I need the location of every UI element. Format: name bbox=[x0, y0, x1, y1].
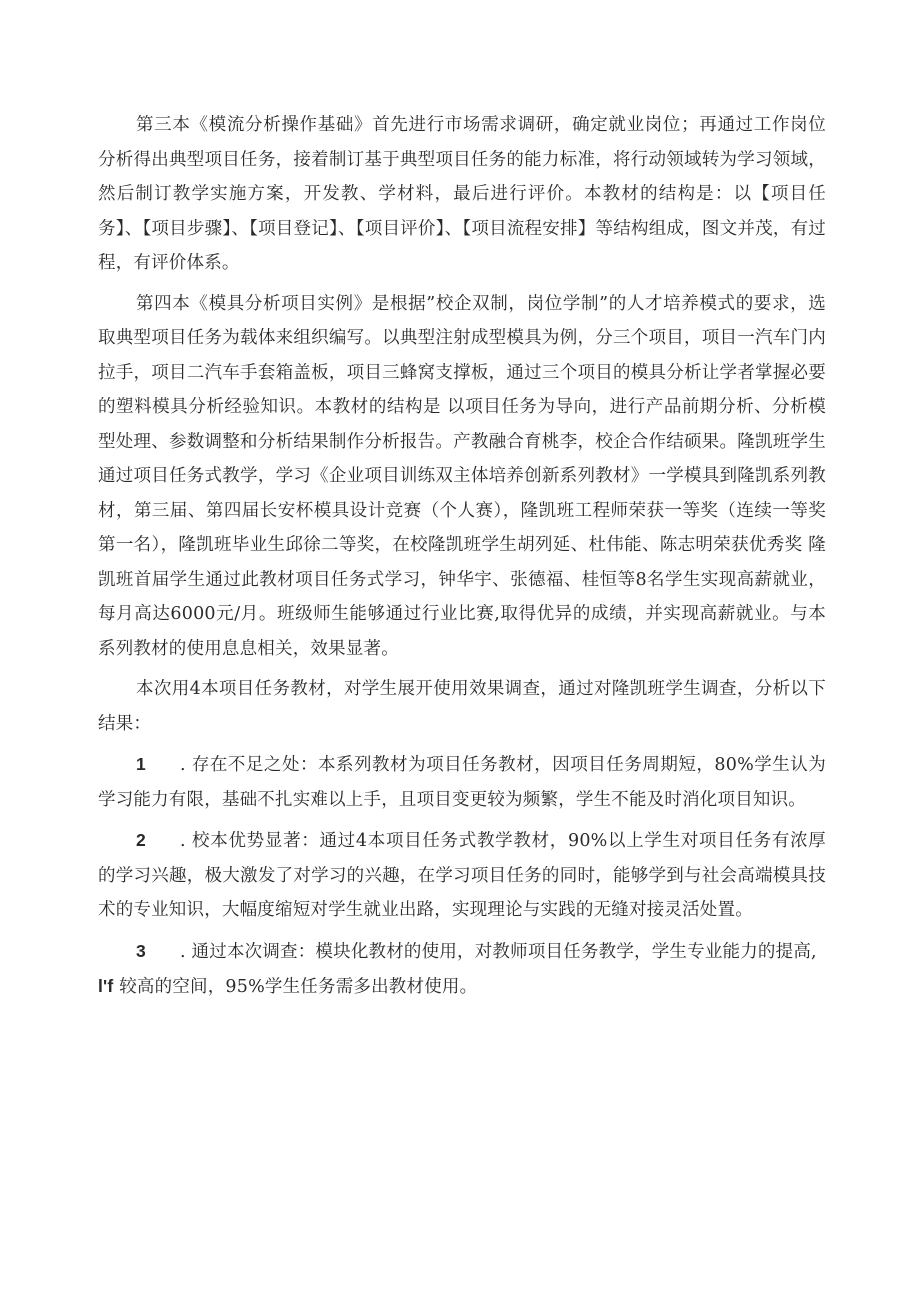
list-number: 1 bbox=[136, 754, 146, 774]
list-item-text: . 存在不足之处：本系列教材为项目任务教材，因项目任务周期短，80%学生认为学习能力有限，基础不扎实难以上手，且项目变更较为频繁，学生不能及时消化项目知识。 bbox=[98, 755, 826, 810]
paragraph-textbook-three: 第三本《模流分析操作基础》首先进行市场需求调研，确定就业岗位；再通过工作岗位分析得出典型项目任务，接着制订基于典型项目任务的能力标准，将行动领域转为学习领域，然后制订教学实施方案，开发教、学材料，最后进行评价。本教材的结构是：以【项目任务】、【项目步骤】、【项目登记】、【项目评价】、【项目流程安排】等结构组成，图文并茂，有过程，有评价体系。 bbox=[98, 115, 826, 273]
list-item-text-continued: 较高的空间，95%学生任务需多出教材使用。 bbox=[113, 977, 478, 997]
document-page bbox=[98, 108, 826, 1011]
paragraph-survey-intro: 本次用4本项目任务教材，对学生展开使用效果调查，通过对隆凯班学生调查，分析以下结果： bbox=[98, 679, 826, 734]
list-item-survey-result bbox=[98, 934, 826, 1005]
list-item-text: . 通过本次调查：模块化教材的使用，对教师项目任务教学，学生专业能力的提高, bbox=[180, 941, 817, 962]
list-number: 3 bbox=[136, 940, 146, 961]
list-number: 2 bbox=[136, 830, 146, 850]
paragraph-textbook-four: 第四本《模具分析项目实例》是根据”校企双制，岗位学制”的人才培养模式的要求，选取典型项目任务为载体来组织编写。以典型注射成型模具为例，分三个项目，项目一汽车门内拉手，项目二汽车手套箱盖板，项目三蜂窝支撑板，通过三个项目的模具分析让学者掌握必要的塑料模具分析经验知识。本教材的结构是 以项目任务为导向，进行产品前期分析、分析模型处理、参数调整和分析结果制作分析报告。产教融合育桃李，校企合作结硕果。隆凯班学生通过项目任务式教学，学习《企业项目训练双主体培养创新系列教材》一学模具到隆凯系列教材，第三届、第四届长安杯模具设计竞赛（个人赛），隆凯班工程师荣获一等奖（连续一等奖第一名），隆凯班毕业生邱徐二等奖，在校隆凯班学生胡列延、杜伟能、陈志明荣获优秀奖 隆凯班首届学生通过此教材项目任务式学习，钟华宇、张德福、桂恒等8名学生实现高薪就业，每月高达6000元/月。班级师生能够通过行业比赛,取得优异的成绩，并实现高薪就业。与本系列教材的使用息息相关，效果显著。 bbox=[98, 293, 826, 659]
garbled-glyph: l'f bbox=[98, 976, 114, 996]
list-item-advantages bbox=[98, 823, 826, 928]
list-item-shortcomings bbox=[98, 747, 826, 817]
list-item-text: . 校本优势显著：通过4本项目任务式教学教材，90%以上学生对项目任务有浓厚的学习兴趣，极大激发了对学习的兴趣，在学习项目任务的同时，能够学到与社会高端模具技术的专业知识，大幅度缩短对学生就业出路，实现理论与实践的无缝对接灵活处置。 bbox=[98, 831, 826, 920]
